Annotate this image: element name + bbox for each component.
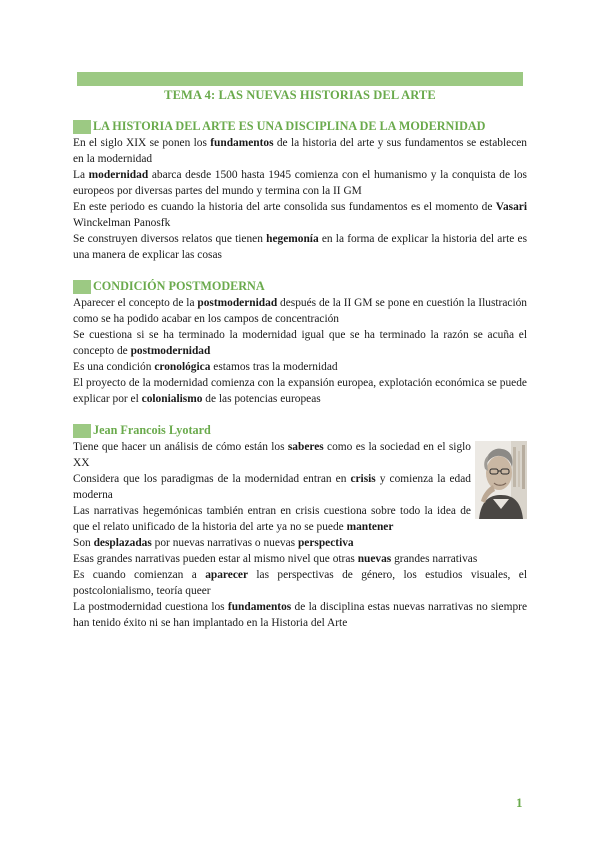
paragraph <box>73 135 527 167</box>
text-run: grandes narrativas <box>391 553 478 565</box>
text-run: En este periodo es cuando la historia del arte consolida sus fundamentos es el momento de <box>73 201 496 213</box>
section-heading <box>73 118 527 135</box>
bold-term: Vasari <box>495 201 527 213</box>
text-run: Esas grandes narrativas pueden estar al mismo nivel que otras <box>73 553 358 565</box>
portrait-photo <box>475 441 527 519</box>
paragraph <box>73 327 527 359</box>
bold-term: colonialismo <box>141 393 203 405</box>
text-run: El proyecto de la modernidad comienza con la expansión europea, explotación económica se puede explicar por el <box>73 377 527 405</box>
section-lyotard <box>73 422 527 631</box>
document-title: TEMA 4: LAS NUEVAS HISTORIAS DEL ARTE <box>164 88 436 102</box>
bold-term: aparecer <box>205 569 249 581</box>
heading-marker-square <box>73 280 91 294</box>
text-run: de la historia del arte y sus fundamentos se establecen en la modernidad <box>73 137 527 165</box>
bold-term: hegemonía <box>266 233 319 245</box>
text-run: Tiene que hacer un análisis de cómo están los <box>73 441 288 453</box>
text-run: Es cuando comienzan a <box>73 569 206 581</box>
paragraph <box>73 231 527 263</box>
bold-term: perspectiva <box>297 537 354 549</box>
header-accent-bar <box>77 72 523 86</box>
text-run: abarca desde 1500 hasta 1945 comienza con el humanismo y la conquista de los europeos por diversas partes del mundo y termina con la II GM <box>73 169 527 197</box>
text-run: en la forma de explicar la historia del arte es una manera de explicar las cosas <box>73 233 528 261</box>
section-heading-text: CONDICIÓN POSTMODERNA <box>93 279 265 293</box>
section-heading <box>73 278 527 295</box>
paragraph <box>73 199 527 231</box>
text-run: Las narrativas hegemónicas también entran en crisis cuestiona sobre todo la idea de que el relato unificado de la historia del arte ya no se puede <box>73 505 471 533</box>
bold-term: modernidad <box>88 169 149 181</box>
paragraph <box>73 359 527 375</box>
text-run: por nuevas narrativas o nuevas <box>151 537 298 549</box>
bold-term: crisis <box>350 473 376 485</box>
section-heading-text: Jean Francois Lyotard <box>93 423 211 437</box>
bold-term: postmodernidad <box>197 297 278 309</box>
text-run: de la disciplina estas nuevas narrativas no siempre han tenido éxito ni se han implantado en la Historia del Arte <box>73 601 528 629</box>
text-run: y comienza la edad moderna <box>73 473 471 501</box>
text-run: Winckelman Panosfk <box>73 217 171 229</box>
section-heading-text: LA HISTORIA DEL ARTE ES UNA DISCIPLINA DE LA MODERNIDAD <box>93 119 486 133</box>
text-run: después de la II GM se pone en cuestión la Ilustración como se ha podido acabar en los campos de concentración <box>73 297 528 325</box>
text-run: La <box>73 169 89 181</box>
page-number: 1 <box>516 795 523 810</box>
paragraph <box>73 503 471 535</box>
paragraph <box>73 167 527 199</box>
bold-term: fundamentos <box>210 137 274 149</box>
text-run: estamos tras la modernidad <box>210 361 338 373</box>
text-run: Considera que los paradigmas de la modernidad entran en <box>73 473 351 485</box>
bold-term: desplazadas <box>93 537 152 549</box>
text-run: Es una condición <box>73 361 155 373</box>
text-run: Se cuestiona si se ha terminado la modernidad igual que se ha terminado la razón se acuña el concepto de <box>73 329 527 357</box>
text-run: Se construyen diversos relatos que tienen <box>73 233 267 245</box>
text-run: como es la sociedad en el siglo XX <box>73 441 471 469</box>
bold-term: fundamentos <box>227 601 292 613</box>
text-run: Son <box>73 537 94 549</box>
bold-term: nuevas <box>357 553 392 565</box>
paragraph <box>73 599 527 631</box>
paragraph <box>73 375 527 407</box>
heading-marker-square <box>73 424 91 438</box>
bold-term: cronológica <box>154 361 211 373</box>
text-run: las perspectivas de género, los estudios visuales, el postcolonialismo, teoría queer <box>73 569 527 597</box>
bold-term: mantener <box>346 521 394 533</box>
paragraph <box>73 551 527 567</box>
text-run: Aparecer el concepto de la <box>73 297 198 309</box>
paragraph <box>73 535 527 551</box>
text-run: de las potencias europeas <box>202 393 321 405</box>
paragraph <box>73 295 527 327</box>
paragraph <box>73 567 527 599</box>
text-run: La postmodernidad cuestiona los <box>73 601 228 613</box>
heading-marker-square <box>73 120 91 134</box>
text-run: En el siglo XIX se ponen los <box>73 137 211 149</box>
section-heading <box>73 422 527 439</box>
paragraph <box>73 471 471 503</box>
section-historia-del-arte <box>73 118 527 263</box>
section-condicion-postmoderna <box>73 278 527 407</box>
portrait-icon <box>475 441 527 519</box>
bold-term: postmodernidad <box>130 345 211 357</box>
paragraph <box>73 439 471 471</box>
bold-term: saberes <box>287 441 324 453</box>
